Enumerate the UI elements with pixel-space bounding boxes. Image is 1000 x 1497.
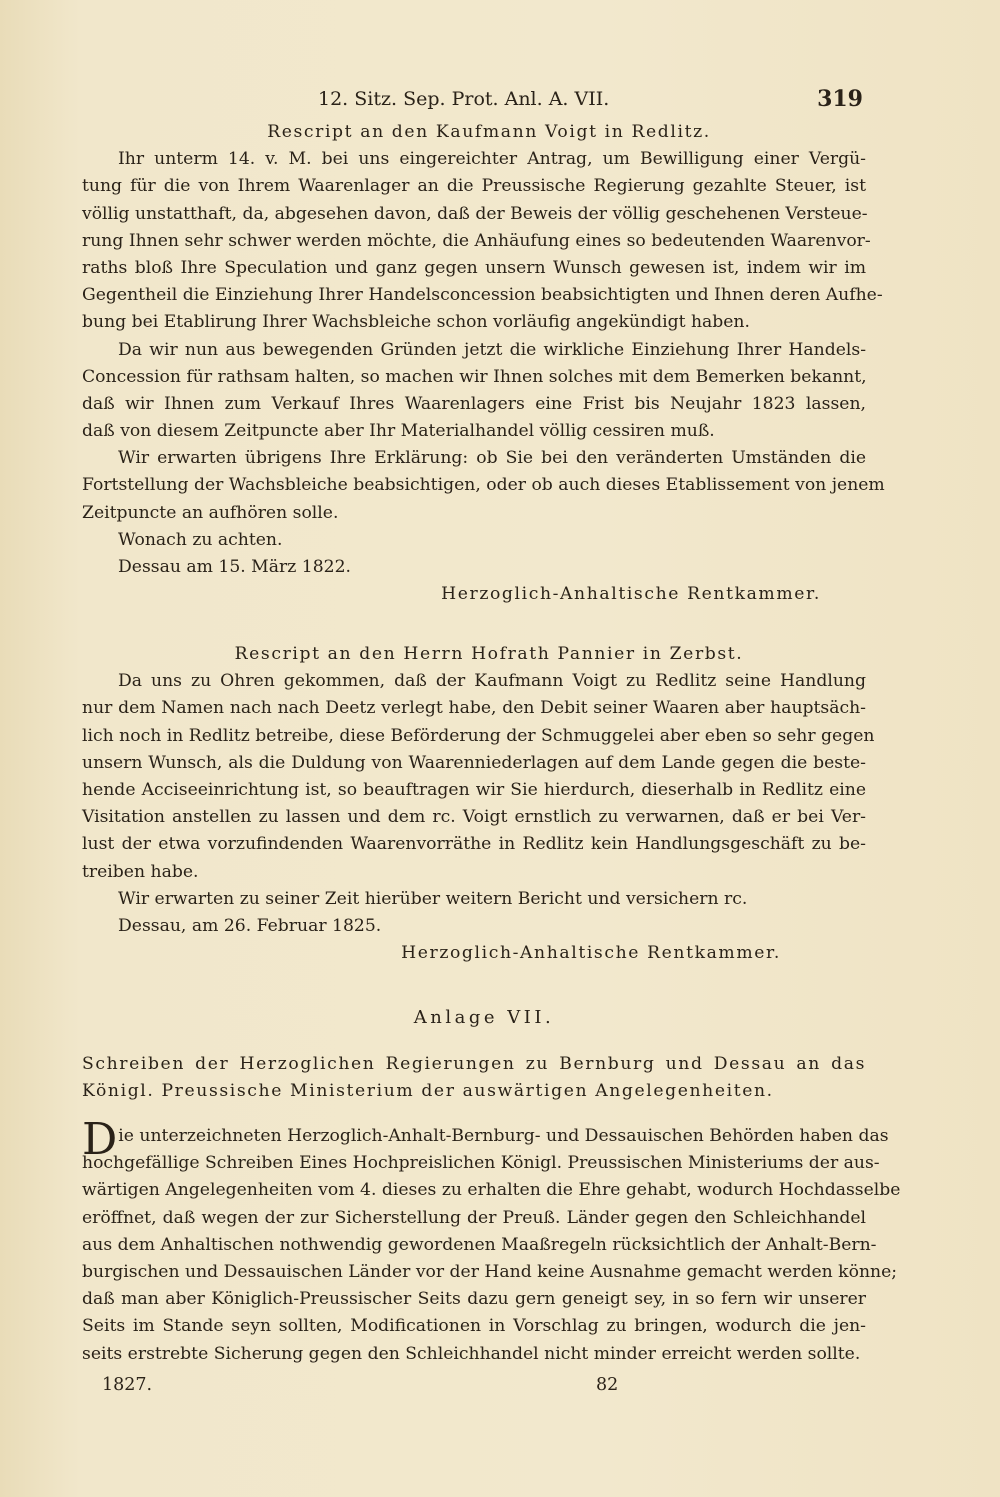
page-number: 319	[817, 86, 863, 112]
annex-title-line: Königl. Preussische Ministerium der auswärtigen Angelegenheiten.	[82, 1081, 774, 1102]
paragraph-line: rung Ihnen sehr schwer werden möchte, die Anhäufung eines so bedeutenden Waarenvor-	[82, 230, 871, 251]
paragraph-line: hochgefällige Schreiben Eines Hochpreislichen Königl. Preussischen Ministeriums der aus-	[82, 1153, 880, 1174]
paragraph-line: lust der etwa vorzufindenden Waarenvorräthe in Redlitz kein Handlungsgeschäft zu be-	[82, 834, 866, 855]
annex-heading: Anlage VII.	[413, 1007, 555, 1028]
paragraph-line: treiben habe.	[82, 861, 199, 882]
page-footer	[102, 1372, 622, 1398]
annex-letter	[82, 1114, 901, 1368]
paragraph-line: aus dem Anhaltischen nothwendig gewordenen Maaßregeln rücksichtlich der Anhalt-Bern-	[82, 1234, 877, 1255]
footer-year: 1827.	[102, 1375, 153, 1395]
paragraph-line: Fortstellung der Wachsbleiche beabsichtigen, oder ob auch dieses Etablissement von jenem	[82, 475, 885, 496]
signature: Herzoglich-Anhaltische Rentkammer.	[441, 584, 821, 605]
paragraph-line: Wonach zu achten.	[118, 529, 283, 550]
paragraph-line: Gegentheil die Einziehung Ihrer Handelsconcession beabsichtigten und Ihnen deren Aufhe-	[82, 285, 883, 306]
rescript-voigt	[82, 119, 885, 608]
paragraph-line: nur dem Namen nach nach Deetz verlegt habe, den Debit seiner Waaren aber hauptsäch-	[82, 698, 866, 719]
first-line-text: ie unterzeichneten Herzoglich-Anhalt-Bernburg- und Dessauischen Behörden haben das	[118, 1126, 889, 1146]
paragraph-line: raths bloß Ihre Speculation und ganz gegen unsern Wunsch gewesen ist, indem wir im	[82, 257, 866, 278]
annex-title-line: Schreiben der Herzoglichen Regierungen zu Bernburg und Dessau an das	[82, 1054, 866, 1074]
footer-signature-mark: 82	[596, 1375, 619, 1395]
annex-heading-block	[82, 1004, 866, 1031]
paragraph-line: wärtigen Angelegenheiten vom 4. dieses zu erhalten die Ehre gehabt, wodurch Hochdasselbe	[82, 1180, 901, 1201]
paragraph-line: unsern Wunsch, als die Duldung von Waarenniederlagen auf dem Lande gegen die beste-	[82, 752, 866, 773]
date-line: Dessau am 15. März 1822.	[118, 557, 351, 577]
signature: Herzoglich-Anhaltische Rentkammer.	[401, 943, 781, 964]
paragraph-line: Ihr unterm 14. v. M. bei uns eingereichter Antrag, um Bewilligung einer Vergü-	[118, 149, 866, 170]
date-line: Dessau, am 26. Februar 1825.	[118, 915, 382, 936]
annex-title-block	[82, 1051, 866, 1105]
paragraph-line: tung für die von Ihrem Waarenlager an die Preussische Regierung gezahlte Steuer, ist	[82, 176, 866, 197]
paragraph-line: daß man aber Königlich-Preussischer Seits dazu gern geneigt sey, in so fern wir unserer	[82, 1289, 866, 1310]
rescript-voigt-title: Rescript an den Kaufmann Voigt in Redlitz.	[267, 122, 711, 142]
running-title: 12. Sitz. Sep. Prot. Anl. A. VII.	[318, 88, 610, 110]
paragraph-line: Concession für rathsam halten, so machen wir Ihnen solches mit dem Bemerken bekannt,	[82, 366, 867, 387]
running-header	[318, 84, 863, 114]
paragraph-line: eröffnet, daß wegen der zur Sicherstellung der Preuß. Länder gegen den Schleichhandel	[82, 1207, 866, 1228]
paragraph-line: Zeitpuncte an aufhören solle.	[82, 502, 339, 523]
paragraph-line: daß wir Ihnen zum Verkauf Ihres Waarenlagers eine Frist bis Neujahr 1823 lassen,	[82, 393, 866, 414]
paragraph-line: lich noch in Redlitz betreibe, diese Beförderung der Schmuggelei aber eben so sehr gegen	[82, 725, 875, 746]
paragraph-line: burgischen und Dessauischen Länder vor der Hand keine Ausnahme gemacht werden könne;	[82, 1261, 898, 1282]
paragraph-line: seits erstrebte Sicherung gegen den Schleichhandel nicht minder erreicht werden sollte.	[82, 1343, 861, 1364]
paragraph-line: Da uns zu Ohren gekommen, daß der Kaufmann Voigt zu Redlitz seine Handlung	[118, 671, 866, 692]
paragraph-line: Da wir nun aus bewegenden Gründen jetzt die wirkliche Einziehung Ihrer Handels-	[118, 339, 866, 360]
rescript-pannier-title: Rescript an den Herrn Hofrath Pannier in Zerbst.	[234, 644, 744, 664]
paragraph-line: Seits im Stande seyn sollten, Modificationen in Vorschlag zu bringen, wodurch die jen-	[82, 1316, 866, 1337]
paragraph-line: Visitation anstellen zu lassen und dem rc. Voigt ernstlich zu verwarnen, daß er bei Ver-	[82, 807, 866, 828]
rescript-pannier	[82, 641, 875, 967]
drop-cap: D	[82, 1114, 118, 1165]
paragraph-line: Wir erwarten zu seiner Zeit hierüber weitern Bericht und versichern rc.	[118, 888, 748, 909]
paragraph-line: völlig unstatthaft, da, abgesehen davon, daß der Beweis der völlig geschehenen Versteue-	[82, 203, 868, 224]
paragraph-line: bung bei Etablirung Ihrer Wachsbleiche schon vorläufig angekündigt haben.	[82, 312, 750, 333]
paragraph-line: Wir erwarten übrigens Ihre Erklärung: ob Sie bei den veränderten Umständen die	[118, 448, 866, 469]
paragraph-line: daß von diesem Zeitpuncte aber Ihr Materialhandel völlig cessiren muß.	[82, 421, 715, 442]
paragraph-line: hende Acciseeinrichtung ist, so beauftragen wir Sie hierdurch, dieserhalb in Redlitz eine	[82, 779, 866, 800]
